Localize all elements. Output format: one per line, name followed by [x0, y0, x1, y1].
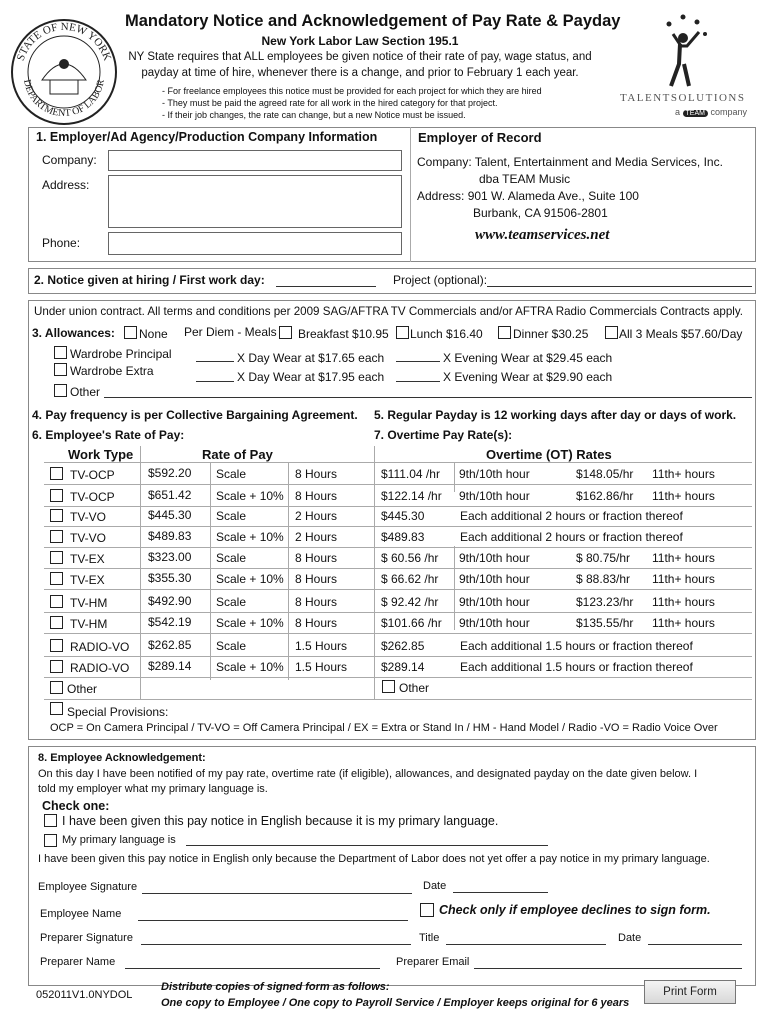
- freelance-note-1: - For freelance employees this notice must be provided for each project for which they are hired: [162, 86, 542, 96]
- ot-other-label: Other: [399, 681, 430, 695]
- ack-text-2: told my employer what my primary language is.: [38, 783, 268, 795]
- lunch-checkbox[interactable]: [396, 326, 409, 339]
- hours-value: 8 Hours: [295, 595, 338, 609]
- other-type-checkbox[interactable]: [50, 681, 63, 694]
- employee-name-input[interactable]: [138, 920, 408, 921]
- ot-hours-1: 9th/10th hour: [459, 616, 530, 630]
- work-type-label: TV-VO: [70, 510, 107, 524]
- col-overtime-rates: Overtime (OT) Rates: [486, 447, 612, 462]
- primary-language-input[interactable]: [186, 845, 548, 846]
- employee-date-input[interactable]: [453, 892, 548, 893]
- scale-value: Scale + 10%: [216, 660, 284, 674]
- copies-note: One copy to Employee / One copy to Payroll Service / Employer keeps original for 6 years: [161, 997, 630, 1009]
- work-type-label: TV-EX: [70, 552, 105, 566]
- hours-value: 2 Hours: [295, 509, 338, 523]
- check-one-label: Check one:: [42, 799, 110, 813]
- ot-rate-1: $101.66 /hr: [381, 616, 442, 630]
- work-type-checkbox[interactable]: [50, 530, 63, 543]
- section1-heading: 1. Employer/Ad Agency/Production Company Information: [36, 130, 378, 144]
- ot-hours-1: 9th/10th hour: [459, 551, 530, 565]
- preparer-name-input[interactable]: [125, 968, 380, 969]
- scale-value: Scale + 10%: [216, 489, 284, 503]
- regular-payday: 5. Regular Payday is 12 working days after day or days of work.: [374, 408, 737, 422]
- xday-2-input[interactable]: [196, 381, 234, 382]
- wardrobe-principal-label: Wardrobe Principal: [70, 347, 172, 361]
- hours-value: 8 Hours: [295, 551, 338, 565]
- work-type-checkbox[interactable]: [50, 572, 63, 585]
- project-input[interactable]: [487, 286, 752, 287]
- other-type-label: Other: [67, 682, 98, 696]
- scale-value: Scale + 10%: [216, 530, 284, 544]
- col-work-type: Work Type: [68, 447, 134, 462]
- title-label: Title: [419, 932, 440, 944]
- ot-rate-2: $148.05/hr: [576, 467, 634, 481]
- rate-of-pay-heading: 6. Employee's Rate of Pay:: [32, 428, 185, 442]
- overtime-heading: 7. Overtime Pay Rate(s):: [374, 428, 513, 442]
- dinner-label: Dinner $30.25: [513, 327, 589, 341]
- logo-name: TALENTSOLUTIONS: [620, 92, 746, 104]
- logo-sub-company: company: [710, 107, 748, 117]
- form-code: 052011V1.0NYDOL: [36, 989, 133, 1001]
- scale-value: Scale: [216, 467, 247, 481]
- ot-hours-2: 11th+ hours: [652, 551, 715, 565]
- xday-1-input[interactable]: [196, 361, 234, 362]
- freelance-note-2: - They must be paid the agreed rate for all work in the hired category for that project.: [162, 98, 498, 108]
- ot-rate-1: $262.85: [381, 639, 425, 653]
- work-type-checkbox[interactable]: [50, 489, 63, 502]
- special-provisions-label: Special Provisions:: [67, 705, 169, 719]
- union-note: Under union contract. All terms and conditions per 2009 SAG/AFTRA TV Commercials and/or AFTRA Radio Commercials Contracts apply.: [34, 305, 744, 318]
- ot-rate-2: $ 80.75/hr: [576, 551, 631, 565]
- eor-company: Company: Talent, Entertainment and Media Services, Inc.: [417, 155, 723, 169]
- juggler-icon: [643, 12, 723, 90]
- work-type-checkbox[interactable]: [50, 551, 63, 564]
- rate-value: $262.85: [148, 638, 192, 652]
- primary-language-checkbox[interactable]: [44, 834, 57, 847]
- ot-hours-2: 11th+ hours: [652, 616, 715, 630]
- rate-value: $542.19: [148, 615, 192, 629]
- xevening-1-input[interactable]: [396, 361, 440, 362]
- address-input[interactable]: [108, 175, 402, 228]
- xevening-2-label: X Evening Wear at $29.90 each: [443, 370, 613, 384]
- preparer-email-input[interactable]: [474, 968, 742, 969]
- special-provisions-checkbox[interactable]: [50, 702, 63, 715]
- preparer-date-label: Date: [618, 932, 642, 944]
- work-type-checkbox[interactable]: [50, 639, 63, 652]
- ot-rate-1: $445.30: [381, 509, 425, 523]
- all3-checkbox[interactable]: [605, 326, 618, 339]
- english-primary-checkbox[interactable]: [44, 814, 57, 827]
- rate-value: $492.90: [148, 594, 192, 608]
- ack-heading: 8. Employee Acknowledgement:: [38, 752, 206, 764]
- wardrobe-principal-checkbox[interactable]: [54, 346, 67, 359]
- intro-line-2: payday at time of hire, whenever there is a change, and prior to February 1 each year.: [141, 67, 579, 79]
- eor-city: Burbank, CA 91506-2801: [473, 206, 608, 220]
- work-type-checkbox[interactable]: [50, 509, 63, 522]
- preparer-email-label: Preparer Email: [396, 956, 470, 968]
- wardrobe-extra-label: Wardrobe Extra: [70, 364, 154, 378]
- employee-signature-input[interactable]: [142, 893, 412, 894]
- phone-input[interactable]: [108, 232, 402, 255]
- eor-website-link[interactable]: www.teamservices.net: [475, 227, 610, 243]
- state-seal: [10, 18, 118, 126]
- work-type-label: TV-OCP: [70, 468, 115, 482]
- ot-rate-2: $162.86/hr: [576, 489, 634, 503]
- declines-checkbox[interactable]: [420, 903, 434, 917]
- rate-value: $323.00: [148, 550, 192, 564]
- ot-rate-1: $289.14: [381, 660, 425, 674]
- rate-value: $651.42: [148, 488, 192, 502]
- breakfast-label: Breakfast $10.95: [298, 327, 389, 341]
- phone-label: Phone:: [42, 236, 81, 250]
- col-rate-of-pay: Rate of Pay: [202, 447, 273, 462]
- print-form-button[interactable]: Print Form: [644, 980, 736, 1004]
- pay-frequency: 4. Pay frequency is per Collective Bargaining Agreement.: [32, 408, 358, 422]
- allowance-other-input[interactable]: [104, 397, 752, 398]
- ot-rate-1: $ 92.42 /hr: [381, 595, 439, 609]
- ot-hours-1: 9th/10th hour: [459, 489, 530, 503]
- dol-language-label: I have been given this pay notice in English only because the Department of Labor does not yet offer a pay notice in my primary language.: [38, 853, 710, 865]
- xday-2-label: X Day Wear at $17.95 each: [237, 370, 385, 384]
- hours-value: 1.5 Hours: [295, 660, 348, 674]
- ot-hours-2: 11th+ hours: [652, 572, 715, 586]
- hours-value: 8 Hours: [295, 572, 338, 586]
- ot-hours-2: 11th+ hours: [652, 595, 715, 609]
- preparer-signature-input[interactable]: [141, 944, 411, 945]
- ot-rate-1: $489.83: [381, 530, 425, 544]
- allowance-other-label: Other: [70, 385, 101, 399]
- work-type-label: RADIO-VO: [70, 640, 130, 654]
- distribute-note: Distribute copies of signed form as follows:: [161, 981, 390, 993]
- work-type-label: RADIO-VO: [70, 661, 130, 675]
- ot-rate-1: $111.04 /hr: [381, 467, 440, 481]
- none-label: None: [139, 327, 168, 341]
- ot-hours-1: 9th/10th hour: [459, 572, 530, 586]
- declines-label: Check only if employee declines to sign form.: [439, 903, 711, 917]
- ot-hours-1: 9th/10th hour: [459, 467, 530, 481]
- scale-value: Scale: [216, 509, 247, 523]
- ot-other-checkbox[interactable]: [382, 680, 395, 693]
- rate-value: $355.30: [148, 571, 192, 585]
- hours-value: 1.5 Hours: [295, 639, 348, 653]
- preparer-name-label: Preparer Name: [40, 956, 116, 968]
- eor-dba: dba TEAM Music: [479, 172, 571, 186]
- ack-text-1: On this day I have been notified of my pay rate, overtime rate (if eligible), allowances, and designated payday on the date given below. I: [38, 768, 698, 780]
- employee-signature-label: Employee Signature: [38, 881, 138, 893]
- employer-of-record-heading: Employer of Record: [418, 130, 542, 145]
- work-type-checkbox[interactable]: [50, 616, 63, 629]
- logo-sub-a: a: [675, 107, 681, 117]
- svg-text:STATE OF NEW YORK: STATE OF NEW YORK: [14, 20, 114, 63]
- ot-rate-1: $ 60.56 /hr: [381, 551, 439, 565]
- form-title: Mandatory Notice and Acknowledgement of Pay Rate & Payday: [125, 12, 621, 30]
- company-label: Company:: [42, 153, 97, 167]
- freelance-note-3: - If their job changes, the rate can change, but a new Notice must be issued.: [162, 110, 466, 120]
- address-label: Address:: [42, 178, 90, 192]
- ot-rate-2: $123.23/hr: [576, 595, 634, 609]
- none-checkbox[interactable]: [124, 326, 137, 339]
- scale-value: Scale: [216, 551, 247, 565]
- notice-given-label: 2. Notice given at hiring / First work day:: [34, 273, 265, 287]
- primary-language-label: My primary language is: [62, 834, 176, 846]
- ot-note: Each additional 2 hours or fraction thereof: [460, 509, 683, 523]
- rate-value: $289.14: [148, 659, 192, 673]
- all3-label: All 3 Meals $57.60/Day: [619, 327, 743, 341]
- ot-hours-1: 9th/10th hour: [459, 595, 530, 609]
- title-input[interactable]: [446, 944, 606, 945]
- hours-value: 8 Hours: [295, 489, 338, 503]
- dinner-checkbox[interactable]: [498, 326, 511, 339]
- hours-value: 2 Hours: [295, 530, 338, 544]
- form-subtitle: New York Labor Law Section 195.1: [261, 34, 459, 48]
- team-badge: TEAM: [683, 110, 708, 117]
- work-type-checkbox[interactable]: [50, 467, 63, 480]
- work-type-checkbox[interactable]: [50, 660, 63, 673]
- work-type-label: TV-EX: [70, 573, 105, 587]
- scale-value: Scale + 10%: [216, 572, 284, 586]
- xevening-1-label: X Evening Wear at $29.45 each: [443, 351, 613, 365]
- ot-hours-2: 11th+ hours: [652, 489, 715, 503]
- english-primary-label: I have been given this pay notice in English because it is my primary language.: [62, 814, 499, 828]
- scale-value: Scale: [216, 639, 247, 653]
- wardrobe-extra-checkbox[interactable]: [54, 363, 67, 376]
- allowance-other-checkbox[interactable]: [54, 384, 67, 397]
- lunch-label: Lunch $16.40: [410, 327, 483, 341]
- ot-note: Each additional 2 hours or fraction thereof: [460, 530, 683, 544]
- preparer-date-input[interactable]: [648, 944, 742, 945]
- rate-value: $489.83: [148, 529, 192, 543]
- hours-value: 8 Hours: [295, 616, 338, 630]
- company-input[interactable]: [108, 150, 402, 171]
- xevening-2-input[interactable]: [396, 381, 440, 382]
- rate-value: $592.20: [148, 466, 192, 480]
- first-work-day-input[interactable]: [276, 286, 376, 287]
- project-label: Project (optional):: [393, 273, 488, 287]
- ot-hours-2: 11th+ hours: [652, 467, 715, 481]
- work-type-label: TV-HM: [70, 596, 108, 610]
- allowances-label: 3. Allowances:: [32, 326, 115, 340]
- ot-rate-1: $ 66.62 /hr: [381, 572, 439, 586]
- scale-value: Scale: [216, 595, 247, 609]
- work-type-label: TV-VO: [70, 531, 107, 545]
- ot-rate-2: $135.55/hr: [576, 616, 634, 630]
- intro-line-1: NY State requires that ALL employees be given notice of their rate of pay, wage status, and: [128, 51, 592, 63]
- ot-note: Each additional 1.5 hours or fraction thereof: [460, 660, 693, 674]
- rate-value: $445.30: [148, 508, 192, 522]
- ot-rate-1: $122.14 /hr: [381, 489, 442, 503]
- svg-text:DEPARTMENT OF LABOR: DEPARTMENT OF LABOR: [21, 78, 107, 120]
- talent-solutions-logo: [615, 12, 760, 122]
- ot-rate-2: $ 88.83/hr: [576, 572, 631, 586]
- work-type-label: TV-OCP: [70, 490, 115, 504]
- per-diem-label: Per Diem - Meals: [184, 325, 277, 339]
- work-type-checkbox[interactable]: [50, 595, 63, 608]
- ot-note: Each additional 1.5 hours or fraction thereof: [460, 639, 693, 653]
- employee-name-label: Employee Name: [40, 908, 122, 920]
- eor-address: Address: 901 W. Alameda Ave., Suite 100: [417, 189, 639, 203]
- scale-value: Scale + 10%: [216, 616, 284, 630]
- employee-date-label: Date: [423, 880, 447, 892]
- hours-value: 8 Hours: [295, 467, 338, 481]
- preparer-signature-label: Preparer Signature: [40, 932, 133, 944]
- work-type-label: TV-HM: [70, 617, 108, 631]
- work-type-legend: OCP = On Camera Principal / TV-VO = Off Camera Principal / EX = Extra or Stand In / HM - Hand Model / Radio -VO = Radio Voice Over: [50, 722, 718, 734]
- xday-1-label: X Day Wear at $17.65 each: [237, 351, 385, 365]
- breakfast-checkbox[interactable]: [279, 326, 292, 339]
